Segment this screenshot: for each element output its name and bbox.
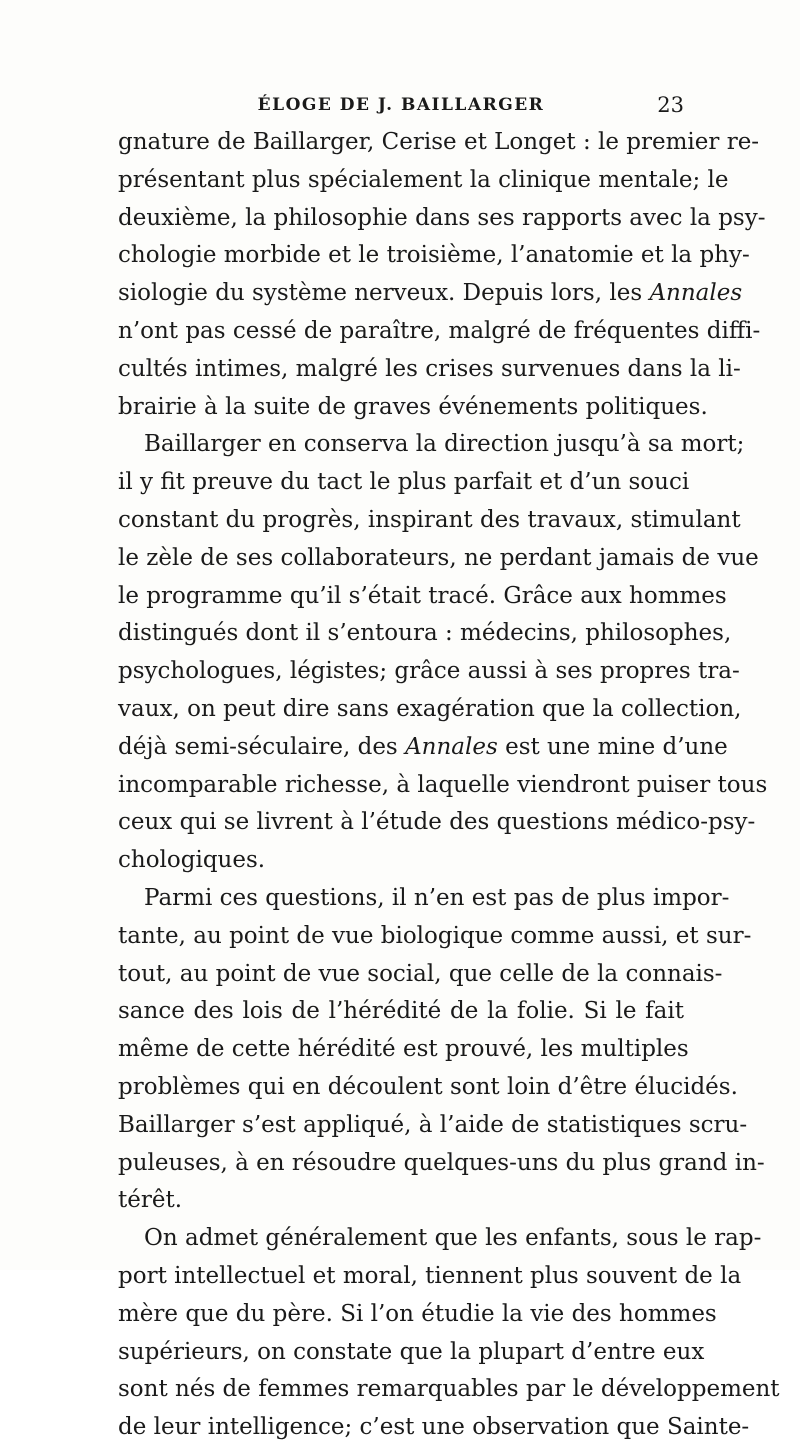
text-line: tante, au point de vue biologique comme aussi, et sur- bbox=[118, 922, 752, 949]
text-line: puleuses, à en résoudre quelques-uns du plus grand in- bbox=[118, 1149, 765, 1176]
text-line: présentant plus spécialement la clinique mentale; le bbox=[118, 166, 729, 193]
text-line: mère que du père. Si l’on étudie la vie des hommes bbox=[118, 1300, 717, 1327]
text-line: gnature de Baillarger, Cerise et Longet : le premier re- bbox=[118, 129, 760, 155]
text-line: ceux qui se livrent à l’étude des questions médico-psy- bbox=[118, 809, 756, 836]
text-line: sance des lois de l’hérédité de la folie. Si le fait bbox=[118, 998, 684, 1025]
text-line: déjà semi-séculaire, des Annales est une mine d’une bbox=[118, 733, 728, 760]
text-line: Parmi ces questions, il n’en est pas de plus impor- bbox=[144, 884, 730, 911]
text-line: vaux, on peut dire sans exagération que la collection, bbox=[118, 695, 742, 722]
text-line: Baillarger s’est appliqué, à l’aide de statistiques scru- bbox=[118, 1111, 748, 1138]
text-line: tout, au point de vue social, que celle de la connais- bbox=[118, 960, 723, 987]
text-line: siologie du système nerveux. Depuis lors, les Annales bbox=[118, 280, 743, 307]
text-line: cultés intimes, malgré les crises survenues dans la li- bbox=[118, 355, 741, 382]
text-line: supérieurs, on constate que la plupart d’entre eux bbox=[118, 1338, 705, 1365]
text-line: il y fit preuve du tact le plus parfait et d’un souci bbox=[118, 469, 690, 496]
text-line: térêt. bbox=[118, 1187, 183, 1214]
text-line: le programme qu’il s’était tracé. Grâce aux hommes bbox=[118, 582, 727, 609]
text-line: chologie morbide et le troisième, l’anatomie et la phy- bbox=[118, 242, 750, 269]
running-title: ÉLOGE DE J. BAILLARGER bbox=[257, 95, 545, 115]
text-line: constant du progrès, inspirant des travaux, stimulant bbox=[118, 506, 741, 533]
text-line: même de cette hérédité est prouvé, les multiples bbox=[118, 1036, 689, 1063]
text-line: chologiques. bbox=[118, 847, 266, 874]
text-line: incomparable richesse, à laquelle viendront puiser tous bbox=[118, 771, 768, 798]
journal-title: Annales bbox=[649, 280, 743, 307]
text-line: On admet généralement que les enfants, sous le rap- bbox=[144, 1225, 762, 1252]
paragraph-4 bbox=[118, 1220, 780, 1447]
text-body bbox=[118, 124, 780, 1447]
text-line: le zèle de ses collaborateurs, ne perdant jamais de vue bbox=[118, 544, 759, 571]
running-head bbox=[118, 88, 684, 122]
text-line: psychologues, légistes; grâce aussi à ses propres tra- bbox=[118, 658, 740, 685]
text-line: sont nés de femmes remarquables par le développement bbox=[118, 1376, 780, 1403]
text-line: brairie à la suite de graves événements politiques. bbox=[118, 393, 708, 420]
text-line: n’ont pas cessé de paraître, malgré de fréquentes diffi- bbox=[118, 317, 761, 344]
text-line: de leur intelligence; c’est une observation que Sainte- bbox=[118, 1414, 750, 1441]
text-line: Baillarger en conserva la direction jusqu’à sa mort; bbox=[144, 431, 745, 458]
text-line: distingués dont il s’entoura : médecins, philosophes, bbox=[118, 620, 732, 647]
paragraph-2 bbox=[118, 426, 768, 880]
text-line: port intellectuel et moral, tiennent plus souvent de la bbox=[118, 1262, 742, 1289]
paragraph-3 bbox=[118, 880, 765, 1220]
journal-title: Annales bbox=[405, 733, 498, 760]
text-line: problèmes qui en découlent sont loin d’être élucidés. bbox=[118, 1073, 738, 1100]
page-number: 23 bbox=[657, 93, 684, 117]
paragraph-1 bbox=[118, 124, 766, 426]
text-line: deuxième, la philosophie dans ses rapports avec la psy- bbox=[118, 204, 766, 231]
